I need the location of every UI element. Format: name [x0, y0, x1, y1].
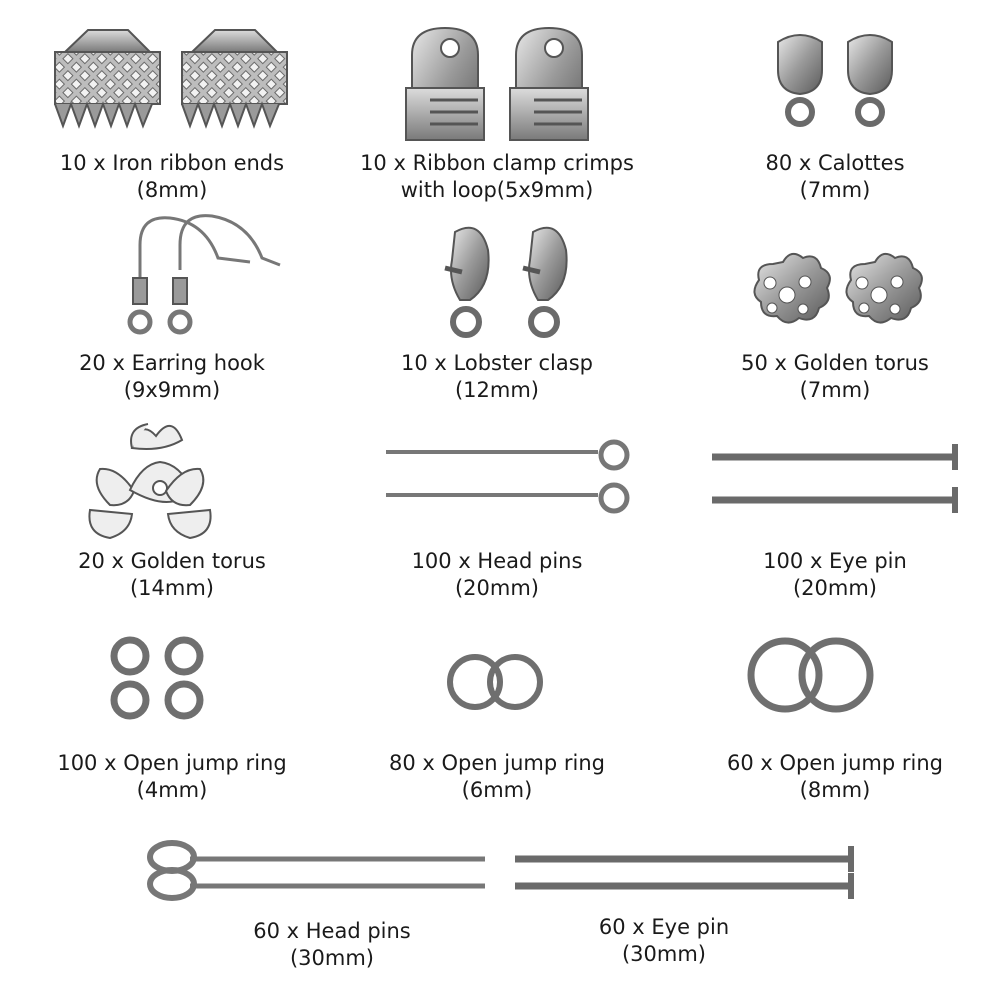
bead-cap-icon: [754, 254, 921, 323]
jump-ring-icon: [751, 641, 870, 709]
ribbon-end-icon: [55, 30, 287, 126]
item-label: [79, 350, 265, 404]
item-label: [401, 350, 593, 404]
item-name: 60 x Head pins: [253, 919, 411, 943]
item-name: 100 x Head pins: [411, 549, 583, 573]
item-name: 100 x Eye pin: [763, 549, 907, 573]
item-size: (30mm): [621, 942, 707, 966]
jump-ring-icon: [114, 640, 200, 716]
item-label: [765, 150, 904, 204]
item-size: (6mm): [461, 778, 533, 802]
item-size: (30mm): [289, 946, 375, 970]
item-size: (8mm): [799, 778, 871, 802]
item-name-line2: with loop(5x9mm): [400, 178, 594, 202]
filigree-cap-icon: [89, 424, 210, 538]
item-name: 10 x Ribbon clamp crimps: [360, 151, 634, 175]
lobster-clasp-icon: [445, 228, 567, 335]
item-label: [360, 150, 634, 204]
long-eye-pin-icon: [150, 843, 485, 898]
item-label: [763, 548, 907, 602]
item-size: (4mm): [136, 778, 208, 802]
item-name: 60 x Eye pin: [598, 915, 730, 939]
item-label: [389, 750, 605, 804]
item-size: (9x9mm): [123, 378, 221, 402]
item-name: 10 x Iron ribbon ends: [59, 151, 285, 175]
item-name: 50 x Golden torus: [741, 351, 929, 375]
item-label: [253, 918, 411, 972]
item-size: (8mm): [136, 178, 208, 202]
item-name: 20 x Earring hook: [79, 351, 265, 375]
item-name: 80 x Calottes: [765, 151, 905, 175]
item-name: 80 x Open jump ring: [389, 751, 605, 775]
item-label: [60, 150, 284, 204]
item-size: (7mm): [799, 178, 871, 202]
calotte-icon: [778, 35, 892, 124]
item-label: [57, 750, 286, 804]
item-name: 60 x Open jump ring: [727, 751, 943, 775]
item-size: (14mm): [129, 576, 215, 600]
earring-hook-icon: [130, 216, 280, 332]
item-size: (7mm): [799, 378, 871, 402]
item-name: 10 x Lobster clasp: [401, 351, 593, 375]
head-pin-icon: [712, 444, 955, 513]
jump-ring-icon: [450, 657, 540, 707]
item-name: 100 x Open jump ring: [57, 751, 287, 775]
item-size: (20mm): [454, 576, 540, 600]
item-label: [741, 350, 929, 404]
ribbon-clamp-icon: [406, 28, 588, 140]
item-size: (20mm): [792, 576, 878, 600]
item-size: (12mm): [454, 378, 540, 402]
eye-pin-icon: [386, 442, 627, 511]
item-label: [599, 914, 729, 968]
long-head-pin-icon: [515, 846, 851, 899]
item-label: [727, 750, 943, 804]
item-name: 20 x Golden torus: [78, 549, 266, 573]
item-label: [412, 548, 583, 602]
item-label: [78, 548, 266, 602]
